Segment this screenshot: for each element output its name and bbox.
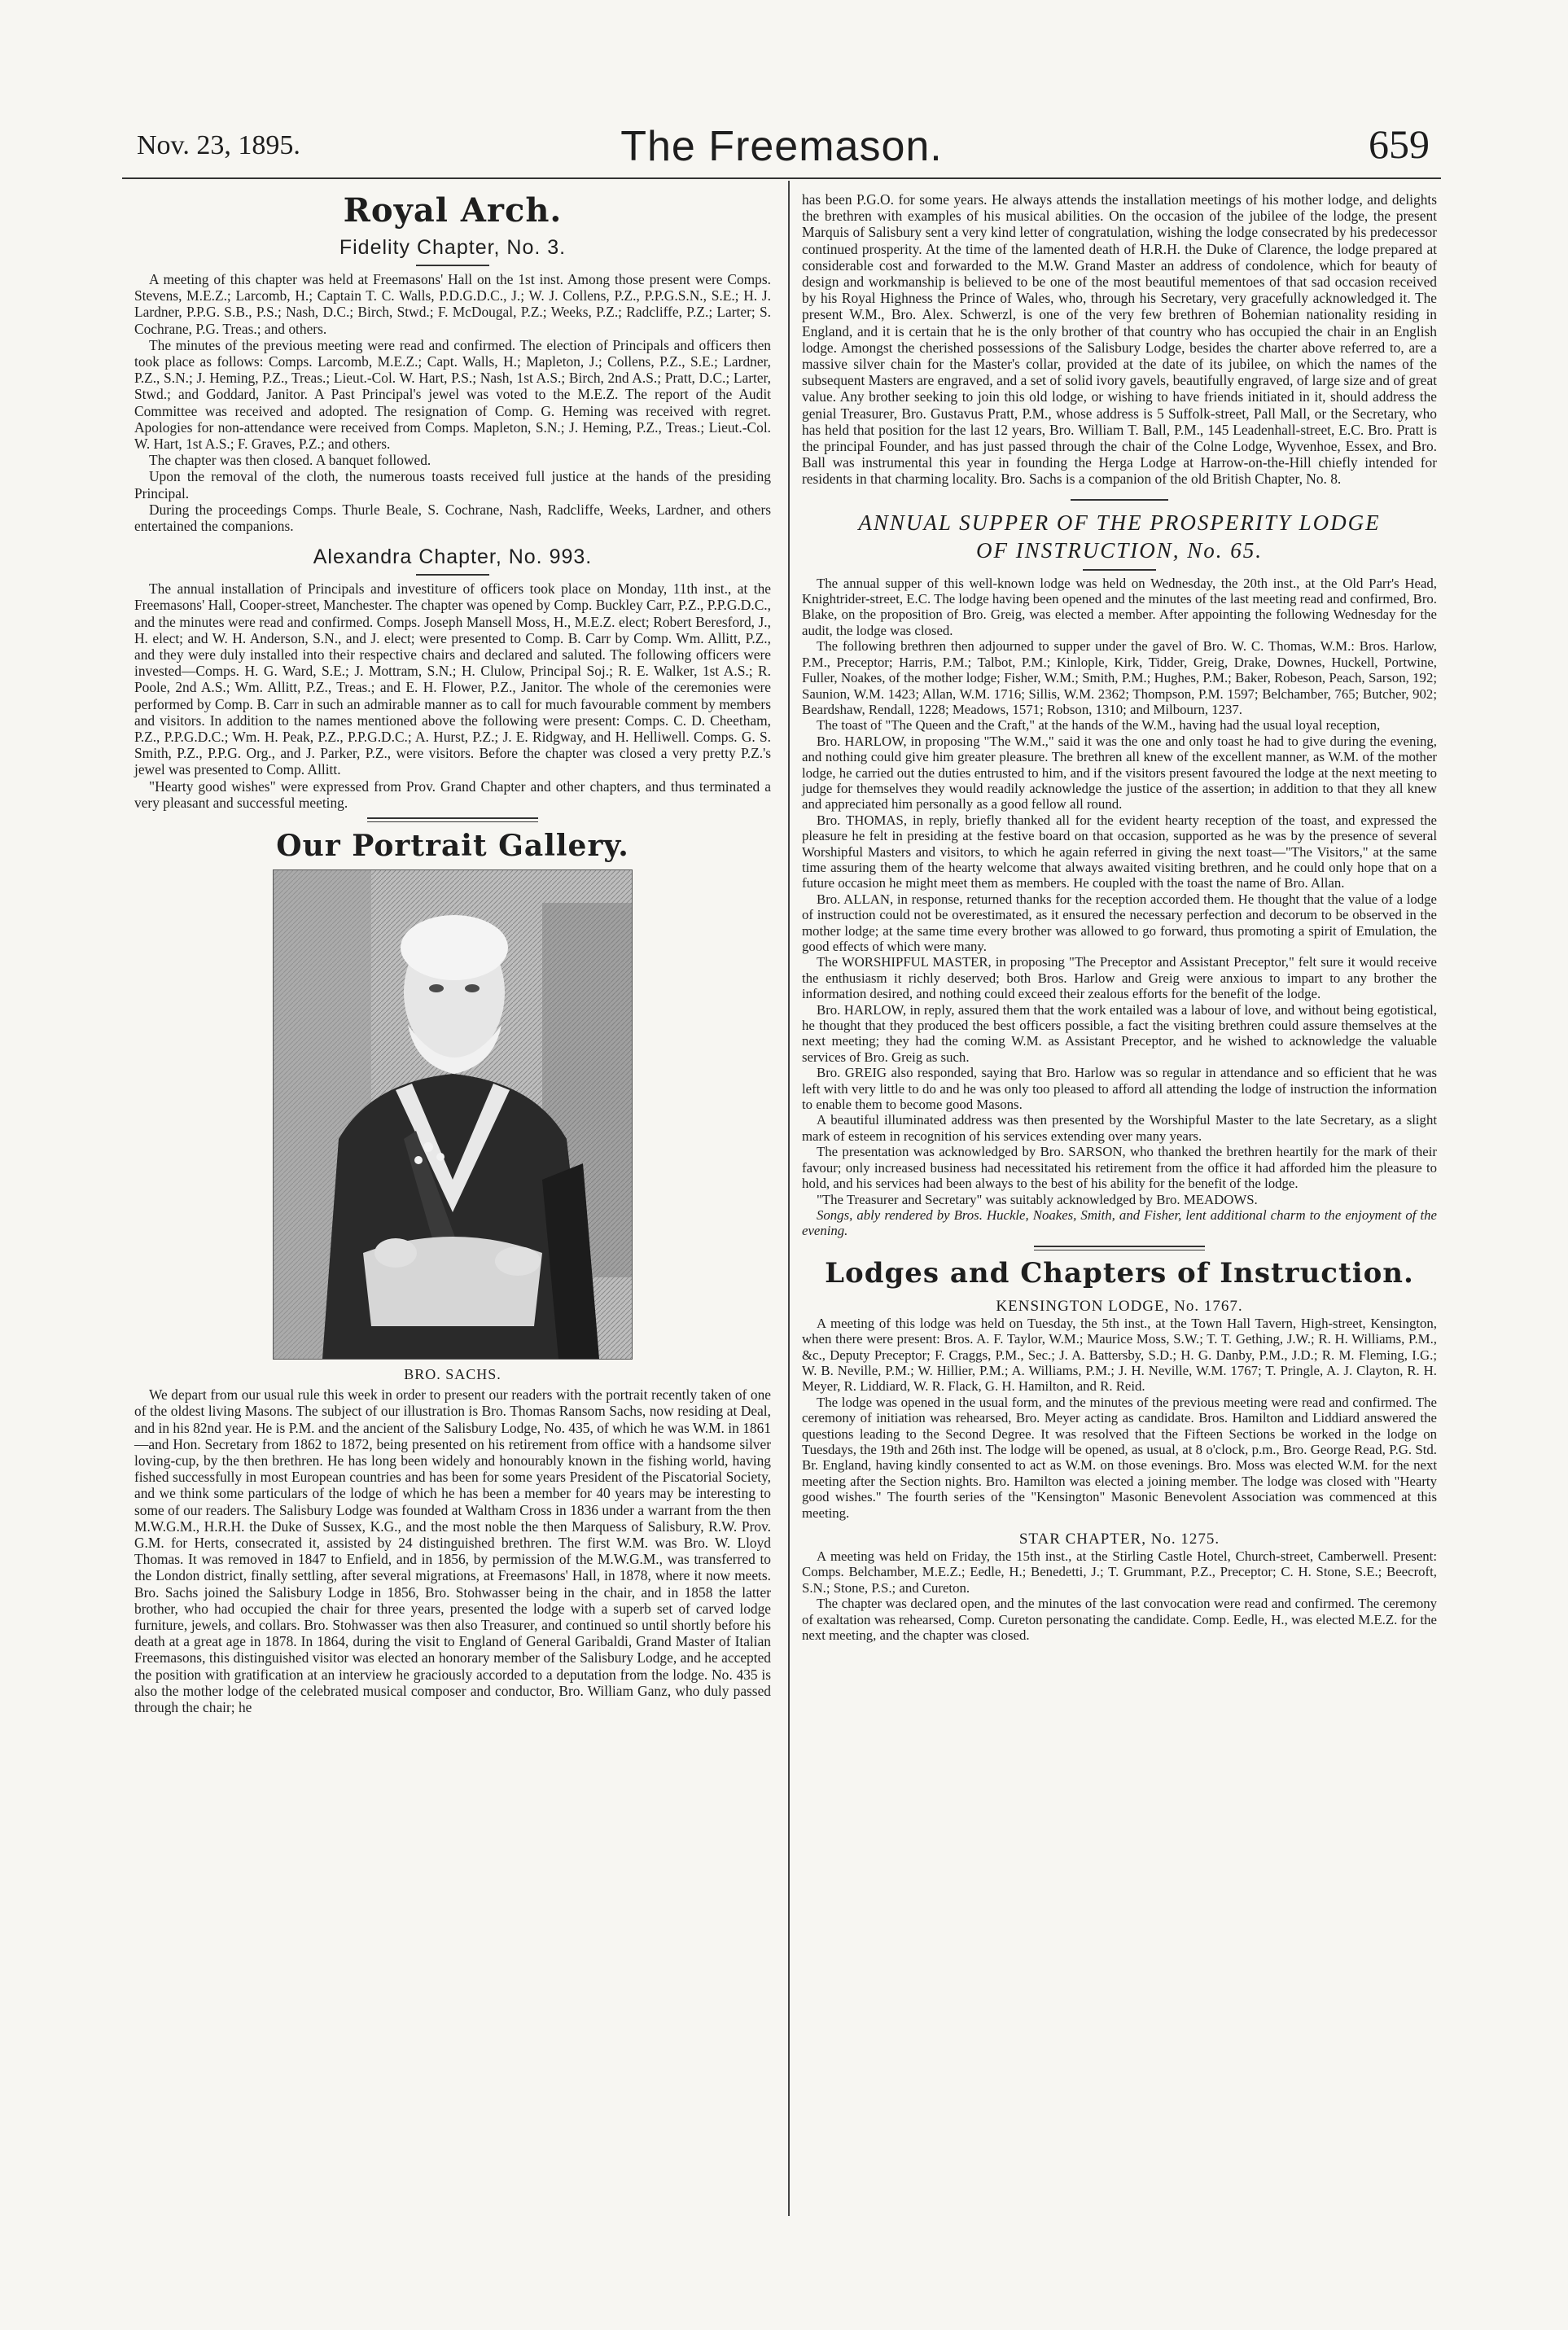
fidelity-para: During the proceedings Comps. Thurle Beale, S. Cochrane, Nash, Radcliffe, Weeks, Lardner, and others entertained the companions. <box>134 501 771 535</box>
supper-para: Songs, ably rendered by Bros. Huckle, Noakes, Smith, and Fisher, lent additional charm to the enjoyment of the evening. <box>802 1207 1437 1239</box>
supper-para: Bro. HARLOW, in proposing "The W.M.," said it was the one and only toast he had to give during the evening, and nothing could give him greater pleasure. The brethren all knew of the excellent manner, as W.M. of the mother lodge, he carried out the duties entrusted to him, and if the visitors present favoured the lodge at the next meeting to judge for themselves they would readily acknowledge the justice of the assertion; in addition to that they all knew and appreciated him personally as a good fellow all round. <box>802 733 1437 812</box>
right-column <box>802 191 1437 1643</box>
star-para: The chapter was declared open, and the minutes of the last convocation were read and confirmed. The ceremony of exaltation was rehearsed, Comp. Cureton personating the candidate. Comp. Eedle, H., was elected M.E.Z. for the next meeting, and the chapter was closed. <box>802 1596 1437 1644</box>
page-number: 659 <box>1369 121 1430 167</box>
supper-title-line-1: ANNUAL SUPPER OF THE PROSPERITY LODGE <box>858 510 1381 535</box>
kensington-para: The lodge was opened in the usual form, and the minutes of the previous meeting were read and confirmed. The ceremony of initiation was rehearsed, Bro. Meyer acting as candidate. Bros. Hamilton and Liddiard answered the questions leading to the Second Degree. It was resolved that the Fifteen Sections be worked in the lodge on Tuesdays, the 19th and 26th inst. The lodge will be opened, as usual, at 8 o'clock, p.m., Bro. George Read, P.G. Std. Br. England, having kindly consented to act as W.M. on those evenings. Bro. Moss was elected W.M. for the next meeting after the Section nights. Bro. Hamilton was elected a joining member. The lodge was closed with "Hearty good wishes." The fourth series of the "Kensington" Masonic Benevolent Association was commenced at this meeting. <box>802 1394 1437 1521</box>
double-rule <box>1034 1246 1205 1250</box>
alexandra-para: The annual installation of Principals and investiture of officers took place on Monday, 11th inst., at the Freemasons' Hall, Cooper-street, Manchester. The chapter was opened by Comp. Buckley Carr, P.Z., P.P.G.D.C., and the minutes were read and confirmed. Comps. Joseph Mansell Moss, H., M.E.Z. elect; Robert Beresford, J., H. elect; and W. H. Anderson, S.N., and J. elect; were presented to Comp. B. Carr by Comp. Wm. Allitt, P.Z., and they were duly installed into their respective chairs and declared and saluted. The following officers were invested—Comps. H. G. Ward, S.E.; J. Mottram, S.N.; H. Clulow, Principal Soj.; R. E. Walker, 1st A.S.; R. Poole, 2nd A.S.; Wm. Allitt, P.Z., Treas.; and E. H. Flower, P.Z., Janitor. The whole of the ceremonies were performed by Comp. B. Carr in such an admirable manner as to call for much favourable comment by members and visitors. In addition to the names mentioned above the following were present: Comps. C. D. Cheetham, P.Z., P.P.G.D.C.; Wm. H. Peak, P.Z., P.P.G.D.C.; A. Hurst, P.Z.; J. E. Ridgway, and H. Helliwell. Comps. G. S. Smith, P.Z., P.P.G. Org., and J. Parker, P.Z., were visitors. Before the chapter was closed a very pretty P.Z.'s jewel was presented to Comp. Allitt. <box>134 580 771 778</box>
supper-para: Bro. THOMAS, in reply, briefly thanked all for the evident hearty reception of the toast, and expressed the pleasure he felt in presiding at the festive board on that occasion, supported as he was by the presence of several Worshipful Masters and visitors, to which he again referred in giving the next toast—"The Visitors," at the same time assuring them of the hearty welcome that always awaited visiting brethren, and he could only hope that on a future occasion he might meet them as members. He coupled with the toast the name of Bro. Allan. <box>802 812 1437 891</box>
supper-para: The following brethren then adjourned to supper under the gavel of Bro. W. C. Thomas, W.M.: Bros. Harlow, P.M., Preceptor; Harris, P.M.; Talbot, P.M.; Kinlople, Kirk, Tidder, Greig, Drake, Downes, Huckell, Portwine, Fuller, Noakes, of the mother lodge; Fisher, W.M.; Smith, P.M.; Hughes, P.M.; Baker, Robeson, Peach, Sarson, 192; Saunion, W.M. 1423; Allan, W.M. 1716; Sillis, W.M. 2362; Thompson, P.M. 1597; Belchamber, 765; Butcher, 902; Beardshaw, Rendall, 1228; Meadows, 1571; Robson, 1310; and Milbourn, 1237. <box>802 638 1437 717</box>
supper-para: "The Treasurer and Secretary" was suitably acknowledged by Bro. MEADOWS. <box>817 1191 1258 1207</box>
kensington-para: A meeting of this lodge was held on Tuesday, the 5th inst., at the Town Hall Tavern, High-street, Kensington, when there were present: Bros. A. F. Taylor, W.M.; Maurice Moss, S.W.; T. T. Gething, J.W.; R. H. Williams, P.M., &c., Deputy Preceptor; F. Craggs, P.M., Sec.; J. A. Battersby, S.D.; H. G. Danby, P.M., J.D.; R. M. Fleming, I.G.; W. B. Neville, P.M.; W. Hillier, P.M.; A. Williams, P.M.; J. H. Neville, W.M. 1767; T. Pringle, A. J. Clayton, R. H. Meyer, R. Liddiard, W. R. Flack, G. H. Hamilton, and R. Reid. <box>802 1315 1437 1395</box>
fidelity-chapter-title: Fidelity Chapter, No. 3. <box>339 236 567 259</box>
rule <box>1083 569 1156 571</box>
fidelity-para: The chapter was then closed. A banquet followed. <box>149 452 431 469</box>
supper-para: A beautiful illuminated address was then presented by the Worshipful Master to the late Secretary, as a slight mark of esteem in recognition of his services extending over many years. <box>802 1112 1437 1144</box>
star-chapter-title: STAR CHAPTER, No. 1275. <box>1018 1531 1220 1548</box>
sachs-article: We depart from our usual rule this week in order to present our readers with the portrait recently taken of one of the oldest living Masons. The subject of our illustration is Bro. Thomas Ransom Sachs, now residing at Deal, and in his 82nd year. He is P.M. and the ancient of the Salisbury Lodge, No. 435, of which he was W.M. in 1861—and Hon. Secretary from 1862 to 1872, being presented on his retirement from office with a handsome silver loving-cup, by the then brethren. He has long been widely and honourably known in the fishing world, having fished successfully in most European countries and has been for some years President of the Piscatorial Society, and we think some particulars of the lodge of which he has been a member for 40 years may be interesting to some of our readers. The Salisbury Lodge was founded at Waltham Cross in 1836 under a warrant from the then M.W.G.M., H.R.H. the Duke of Sussex, K.G., and the most noble the then Marquess of Salisbury, R.W. Prov. G.M. for Herts, consecrated it, assisted by 24 distinguished brethren. The first W.M. was Bro. W. Lloyd Thomas. It was removed in 1847 to Enfield, and in 1856, by permission of the M.W.G.M., was transferred to the London district, finally settling, after several migrations, at Freemasons' Hall, in 1878, where it now meets. Bro. Sachs joined the Salisbury Lodge in 1856, Bro. Stohwasser being in the chair, and in 1858 the latter brother, who had occupied the chair for three years, presented the lodge with a superb set of carved lodge furniture, jewels, and collars. Bro. Stohwasser was then also Treasurer, and continued so until shortly before his death at a great age in 1878. In 1864, during the visit to England of General Garibaldi, Grand Master of Italian Freemasons, this distinguished visitor was elected an honorary member of the Salisbury Lodge, and he accepted the position with gratification at an interview he graciously accorded to a deputation from the lodge. No. 435 is also the mother lodge of the celebrated musical composer and conductor, Bro. William Ganz, who duly passed through the chair; he <box>134 1386 771 1715</box>
supper-para: Bro. ALLAN, in response, returned thanks for the reception accorded them. He thought that the value of a lodge of instruction could not be overestimated, as it ensured the necessary perfection and decorum to be observed in the mother lodge; at the same time every brother was allowed to go forward, thus promoting a spirit of Emulation, the good effects of which were many. <box>802 891 1437 954</box>
supper-title-line-2: OF INSTRUCTION, No. 65. <box>975 537 1264 563</box>
alexandra-para: "Hearty good wishes" were expressed from Prov. Grand Chapter and other chapters, and thus terminated a very pleasant and successful meeting. <box>134 777 771 811</box>
supper-para: The toast of "The Queen and the Craft," at the hands of the W.M., having had the usual loyal reception, <box>817 717 1381 734</box>
column-divider <box>788 181 790 2216</box>
supper-para: The WORSHIPFUL MASTER, in proposing "The Preceptor and Assistant Preceptor," felt sure it would receive the enthusiasm it richly deserved; both Bros. Harlow and Greig were anxious to impart to any brother the information desired, and nothing could exceed their zealous efforts for the benefit of the lodge. <box>802 954 1437 1002</box>
section-title-royal-arch: Royal Arch. <box>343 191 563 230</box>
star-para: A meeting was held on Friday, the 15th inst., at the Stirling Castle Hotel, Church-street, Camberwell. Present: Comps. Belchamber, M.E.Z.; Eedle, H.; Benedetti, J.; T. Grummant, P.Z., Preceptor; C. H. Stone, S.E.; Beecroft, S.N.; Stone, P.S.; and Cureton. <box>802 1548 1437 1596</box>
supper-para: The presentation was acknowledged by Bro. SARSON, who thanked the brethren heartily for the mark of their favour; only increased business had necessitated his retirement from the office it had afforded him the pleasure to hold, and his services had been always to the best of his ability for the benefit of the lodge. <box>802 1144 1437 1192</box>
page-header <box>122 122 1441 171</box>
masthead-title: The Freemason. <box>620 123 943 170</box>
portrait-caption: BRO. SACHS. <box>404 1366 501 1383</box>
fidelity-para: The minutes of the previous meeting were read and confirmed. The election of Principals and officers then took place as follows: Comps. Larcomb, M.E.Z.; Capt. Walls, H.; Mapleton, J.; Collens, P.Z., S.E.; Lardner, P.Z., S.N.; J. Heming, P.Z., Treas.; Lieut.-Col. W. Hart, P.S.; Nash, 1st A.S.; Birch, 2nd A.S.; Pratt, D.C.; Larter, Stwd.; and Goddard, Janitor. A Past Principal's jewel was voted to the M.E.Z. The report of the Audit Committee was received and adopted. The resignation of Comp. G. Heming was received with regret. Apologies for non-attendance were received from Comps. Mapleton, S.N.; J. Heming, P.Z., Treas.; Lieut.-Col. W. Hart, 1st A.S.; F. Graves, P.Z.; and others. <box>134 336 771 453</box>
fidelity-para: A meeting of this chapter was held at Freemasons' Hall on the 1st inst. Among those present were Comps. Stevens, M.E.Z.; Larcomb, H.; Captain T. C. Walls, P.D.G.D.C., J.; W. J. Collens, P.Z., P.P.G.S.N., S.E.; H. J. Lardner, P.P.G. S.B., P.S.; Nash, D.C.; Birch, Stwd.; F. McDougal, P.Z.; Weeks, P.Z.; Radcliffe, P.Z.; Larter; S. Cochrane, P.G. Treas.; and others. <box>134 271 771 337</box>
header-rule <box>122 177 1441 179</box>
issue-date: Nov. 23, 1895. <box>137 130 300 160</box>
supper-para: Bro. HARLOW, in reply, assured them that the work entailed was a labour of love, and without being egotistical, he thought that they produced the best officers possible, a fact the visiting brethren could assure themselves at the next meeting; they had the coming W.M. as Assistant Preceptor, and he wished to acknowledge the valuable services of Bro. Greig as such. <box>802 1001 1437 1065</box>
sachs-article-continued: has been P.G.O. for some years. He always attends the installation meetings of his mother lodge, and delights the brethren with examples of his musical abilities. On the occasion of the jubilee of the lodge, the present Marquis of Salisbury sent a very kind letter of congratulation, wishing the lodge consecrated by his predecessor continued prosperity. At the time of the lamented death of H.R.H. the Duke of Clarence, the lodge prepared at considerable cost and forwarded to the M.W. Grand Master an address of condolence, which for beauty of design and workmanship is believed to be one of the most beautiful mementoes of that sad occasion received by his Royal Highness the Prince of Wales, who, through his Secretary, very gracefully acknowledged it. The present W.M., Bro. Alex. Schwerzl, is one of the very few brethren of Bohemian nationality residing in England, and it is certain that he is the only brother of that country who has occupied the chair in an English lodge. Amongst the cherished possessions of the Salisbury Lodge, besides the charter above referred to, are a massive silver chain for the Master's collar, provided at the date of its jubilee, on which the names of the subsequent Masters are engraved, and a set of solid ivory gavels, beautifully engraved, of large size and of great value. Any brother seeking to join this old lodge, or wishing to have friends initiated in it, should address the genial Treasurer, Bro. Gustavus Pratt, P.M., whose address is 5 Suffolk-street, Pall Mall, or the Secretary, who has held that position for the last 12 years, Bro. William T. Ball, P.M., 145 Leadenhall-street, E.C. Bro. Pratt is the principal Founder, and has just passed through the chair of the Colne Lodge, Wyvenhoe, Essex, and Bro. Ball was instrumental this year in founding the Herga Lodge at Harrow-on-the-Hill chiefly intended for residents in that charming locality. Bro. Sachs is a companion of the old British Chapter, No. 8. <box>802 191 1437 488</box>
supper-para: Bro. GREIG also responded, saying that Bro. Harlow was so regular in attendance and so efficient that he was left with very little to do and he was only too pleased to afford all attending the lodge of instruction the information to enable them to become good Masons. <box>802 1065 1437 1113</box>
portrait-gallery-title: Our Portrait Gallery. <box>276 829 629 864</box>
alexandra-chapter-title: Alexandra Chapter, No. 993. <box>313 545 593 569</box>
lodges-chapters-title: Lodges and Chapters of Instruction. <box>825 1256 1414 1290</box>
portrait-image <box>273 869 633 1360</box>
kensington-lodge-title: KENSINGTON LODGE, No. 1767. <box>996 1297 1243 1315</box>
rule <box>1071 499 1168 501</box>
left-column <box>134 191 771 1715</box>
double-rule <box>367 817 538 822</box>
fidelity-para: Upon the removal of the cloth, the numerous toasts received full justice at the hands of the presiding Principal. <box>134 468 771 501</box>
rule <box>416 265 489 266</box>
rule <box>416 574 489 576</box>
portrait-illustration <box>274 870 632 1359</box>
supper-para: The annual supper of this well-known lodge was held on Wednesday, the 20th inst., at the Old Parr's Head, Knightrider-street, E.C. The lodge having been opened and the minutes of the last meeting read and confirmed, Bro. Blake, on the proposition of Bro. Greig, was elected a member. After appointing the following Wednesday for the audit, the lodge was closed. <box>802 575 1437 638</box>
